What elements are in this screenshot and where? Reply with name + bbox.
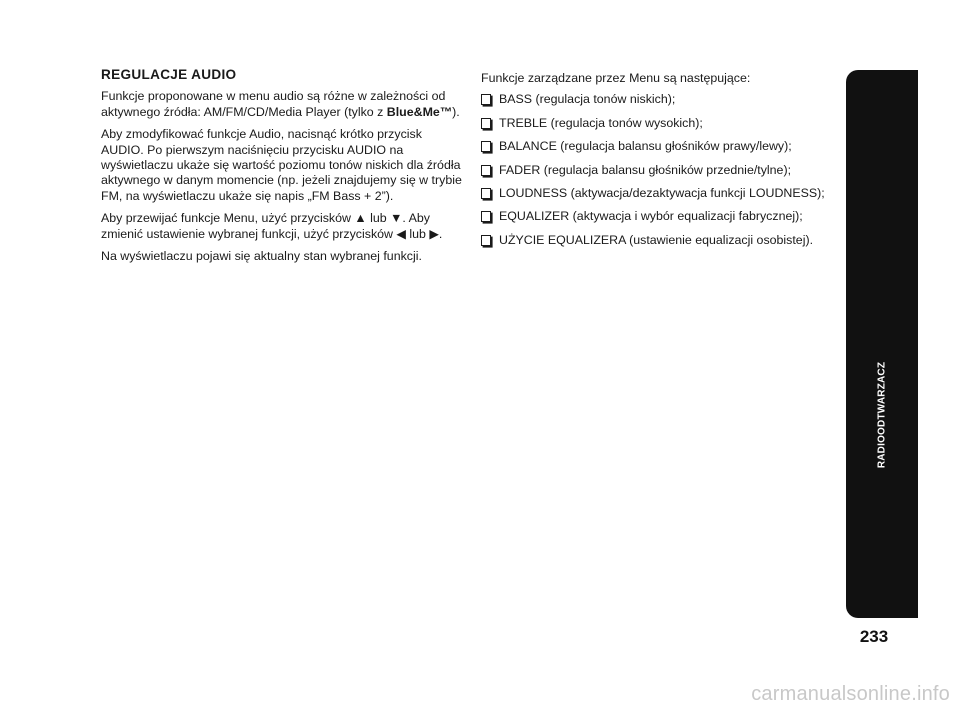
list-item: EQUALIZER (aktywacja i wybór equalizacji fabrycznej);: [481, 209, 831, 224]
page-number: 233: [859, 627, 889, 646]
checkbox-bullet-icon: [481, 141, 491, 152]
list-item: TREBLE (regulacja tonów wysokich);: [481, 116, 831, 131]
menu-functions-list: [481, 92, 831, 248]
list-item: UŻYCIE EQUALIZERA (ustawienie equalizacji osobistej).: [481, 233, 831, 248]
paragraph-audio-button: Aby zmodyfikować funkcje Audio, nacisnąć krótko przycisk AUDIO. Po pierwszym naciśnięciu przycisku AUDIO na wyświetlaczu ukaże się wartość poziomu tonów niskich dla źródła aktywnego w danym momencie (np. jeżeli znajdujemy się w trybie FM, na wyświetlaczu ukaże się napis „FM Bass + 2”).: [101, 127, 462, 203]
side-tab-label-wrap: [846, 70, 918, 618]
left-column: [101, 67, 463, 271]
right-arrow-icon: ▶: [429, 226, 439, 241]
menu-functions-intro: Funkcje zarządzane przez Menu są następujące:: [481, 71, 751, 85]
checkbox-bullet-icon: [481, 94, 491, 105]
right-column: [481, 71, 831, 256]
up-arrow-icon: ▲: [354, 211, 367, 226]
checkbox-bullet-icon: [481, 188, 491, 199]
paragraph-sources: Funkcje proponowane w menu audio są różne w zależności od aktywnego źródła: AM/FM/CD/Media Player (tylko z Blue&Me™).: [101, 89, 460, 119]
checkbox-bullet-icon: [481, 165, 491, 176]
section-title: REGULACJE AUDIO: [101, 67, 237, 82]
side-tab-label: RADIOODTWARZACZ: [876, 361, 888, 469]
paragraph-navigation: Aby przewijać funkcje Menu, użyć przycisków ▲ lub ▼. Aby zmienić ustawienie wybranej funkcji, użyć przycisków ◀ lub ▶.: [101, 211, 443, 241]
list-item: BASS (regulacja tonów niskich);: [481, 92, 831, 107]
checkbox-bullet-icon: [481, 235, 491, 246]
checkbox-bullet-icon: [481, 211, 491, 222]
list-item: LOUDNESS (aktywacja/dezaktywacja funkcji LOUDNESS);: [481, 186, 831, 201]
brand-name: Blue&Me™: [386, 104, 453, 119]
checkbox-bullet-icon: [481, 118, 491, 129]
down-arrow-icon: ▼: [390, 211, 403, 226]
list-item: BALANCE (regulacja balansu głośników prawy/lewy);: [481, 139, 831, 154]
left-arrow-icon: ◀: [396, 226, 406, 241]
list-item: FADER (regulacja balansu głośników przednie/tylne);: [481, 163, 831, 178]
paragraph-display-status: Na wyświetlaczu pojawi się aktualny stan wybranej funkcji.: [101, 249, 422, 264]
watermark: carmanualsonline.info: [751, 683, 950, 705]
